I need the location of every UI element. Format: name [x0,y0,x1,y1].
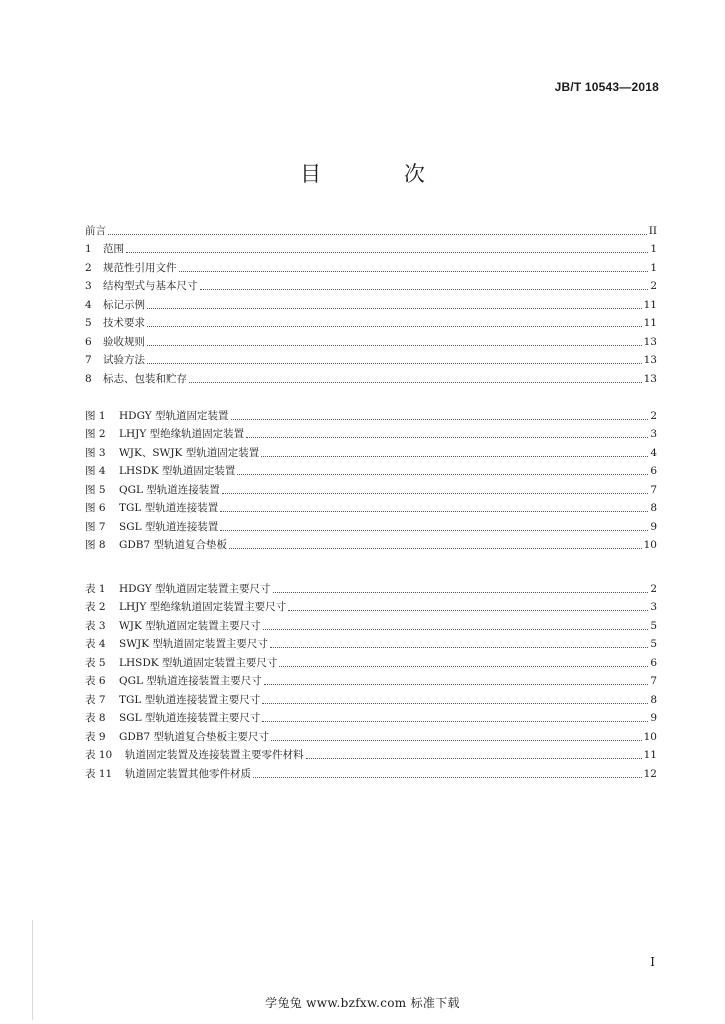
toc-entry-page: 11 [643,298,657,311]
toc-entry-page: 11 [643,317,657,329]
table-entry[interactable] [85,707,657,726]
toc-entry-number: 6 [85,335,92,348]
toc-entry[interactable] [85,312,657,331]
figure-entry[interactable] [85,478,657,497]
toc-leader-dots [189,382,642,383]
toc-entry-label: QGL 型轨道连接装置 [119,483,220,496]
toc-entry-label: 规范性引用文件 [103,261,177,274]
toc-entry-number: 3 [85,280,92,292]
toc-entry-page: 1 [650,243,657,255]
toc-entry-label: 结构型式与基本尺寸 [103,280,198,292]
toc-entry-page: 6 [650,465,657,477]
toc-entry-number: 表 5 [85,656,106,669]
toc-entry-label: TGL 型轨道连接装置 [119,502,219,514]
toc-entry-number: 图 2 [85,428,106,440]
table-entry[interactable] [85,633,657,652]
toc-leader-dots [231,419,649,420]
toc-entry-number: 表 6 [85,675,106,687]
toc-entry-number: 表 8 [85,712,106,724]
toc-entry-number: 表 1 [85,582,106,595]
figure-entry[interactable] [85,404,657,423]
toc-entry-label: LHJY 型绝缘轨道固定装置主要尺寸 [119,601,287,613]
toc-entry-page: 4 [650,446,657,459]
toc-entry-number: 4 [85,298,92,311]
table-entry[interactable] [85,614,657,633]
toc-entry-page: 9 [650,712,657,724]
toc-leader-dots [263,629,649,630]
figure-entry[interactable] [85,441,657,460]
toc-leader-dots [220,511,648,512]
toc-entry-number: 图 8 [85,539,106,551]
toc-entry-label: 标志、包装和贮存 [103,372,187,385]
toc-leader-dots [222,493,649,494]
toc-entry-page: 5 [650,619,657,632]
toc-entry-number: 表 4 [85,638,106,650]
toc-leader-dots [126,252,648,253]
toc-entry-number: 7 [85,354,92,366]
toc-entry-label: GDB7 型轨道复合垫板主要尺寸 [119,730,270,743]
toc-entry-page: 11 [643,749,657,761]
toc-leader-dots [271,740,642,741]
toc-entry[interactable] [85,330,657,349]
toc-entry[interactable] [85,275,657,294]
toc-entry-label: SWJK 型轨道固定装置主要尺寸 [119,638,268,650]
table-entry[interactable] [85,762,657,781]
toc-entry-page: 12 [643,767,657,780]
toc-entry-number: 图 3 [85,446,106,459]
toc-entry-page: 8 [650,502,657,514]
toc-leader-dots [246,437,648,438]
toc-entry-label: HDGY 型轨道固定装置 [119,409,229,422]
toc-entry-number: 1 [85,243,92,255]
toc-figure-list [85,404,657,552]
toc-leader-dots [279,666,648,667]
toc-entry-number: 5 [85,317,92,329]
toc-entry-page: 6 [650,656,657,669]
table-entry[interactable] [85,670,657,689]
toc-leader-dots [108,234,647,235]
toc-leader-dots [147,363,642,364]
toc-entry-page: 10 [643,730,657,743]
toc-leader-dots [264,684,649,685]
toc-entry-page: 13 [643,372,657,385]
toc-entry-page: 9 [650,520,657,533]
toc-entry-page: 13 [643,335,657,348]
toc-leader-dots [200,289,649,290]
toc-entry[interactable] [85,256,657,275]
toc-entry-label: HDGY 型轨道固定装置主要尺寸 [119,582,271,595]
toc-leader-dots [179,271,649,272]
table-entry[interactable] [85,577,657,596]
toc-entry[interactable] [85,238,657,257]
figure-entry[interactable] [85,497,657,516]
figure-entry[interactable] [85,515,657,534]
toc-entry-page: 2 [650,582,657,595]
toc-entry-page: 2 [650,280,657,292]
toc-entry-page: 5 [650,638,657,650]
toc-entry-page: 13 [643,354,657,366]
toc-leader-dots [261,456,648,457]
toc-entry[interactable] [85,367,657,386]
toc-entry-label: SGL 型轨道连接装置 [119,520,219,533]
toc-entry-page: 7 [650,483,657,496]
toc-leader-dots [273,592,649,593]
toc-leader-dots [253,777,642,778]
toc-entry-number: 表 2 [85,601,106,613]
toc-entry-label: 轨道固定装置及连接装置主要零件材料 [125,749,304,761]
toc-entry-number: 图 5 [85,483,106,496]
figure-entry[interactable] [85,423,657,442]
toc-entry-label: TGL 型轨道连接装置主要尺寸 [119,693,261,706]
toc-entry-page: 7 [650,675,657,687]
toc-entry-page: II [648,224,657,237]
toc-entry[interactable] [85,349,657,368]
toc-entry[interactable] [85,293,657,312]
toc-entry-page: 8 [650,693,657,706]
toc-entry-label: SGL 型轨道连接装置主要尺寸 [119,712,261,724]
toc-entry-label: 技术要求 [103,317,145,329]
toc-leader-dots [229,548,642,549]
toc-main-list [85,219,657,386]
toc-leader-dots [220,530,648,531]
toc-entry-label: 前言 [85,224,106,237]
toc-entry-label: QGL 型轨道连接装置主要尺寸 [119,675,262,687]
toc-leader-dots [147,308,642,309]
toc-entry-number: 2 [85,261,92,274]
toc-leader-dots [262,703,648,704]
toc-entry-number: 图 7 [85,520,106,533]
toc-entry-page: 3 [650,428,657,440]
toc-entry-page: 3 [650,601,657,613]
toc-entry-label: 试验方法 [103,354,145,366]
table-entry[interactable] [85,688,657,707]
page-title: 目 次 [300,162,463,186]
table-entry[interactable] [85,725,657,744]
toc-entry-page: 1 [650,261,657,274]
toc-leader-dots [147,345,642,346]
toc-entry-page: 10 [643,539,657,551]
figure-entry[interactable] [85,534,657,553]
toc-entry-label: LHSDK 型轨道固定装置 [119,465,236,477]
toc-entry-number: 图 6 [85,502,106,514]
toc-entry-number: 图 1 [85,409,106,422]
toc-entry-label: 标记示例 [103,298,145,311]
toc-entry-number: 表 10 [85,749,113,761]
toc-entry-label: 轨道固定装置其他零件材质 [125,767,251,780]
table-entry[interactable] [85,744,657,763]
toc-leader-dots [270,647,648,648]
footer-watermark-text: 学兔兔 www.bzfxw.com 标准下载 [265,996,460,1010]
toc-entry-page: 2 [650,409,657,422]
toc-leader-dots [306,758,642,759]
toc-entry-label: GDB7 型轨道复合垫板 [119,539,228,551]
toc-entry-label: 范围 [103,243,124,255]
toc-leader-dots [288,610,648,611]
toc-entry-label: WJK、SWJK 型轨道固定装置 [119,446,260,459]
toc-entry-label: LHSDK 型轨道固定装置主要尺寸 [119,656,278,669]
figure-entry[interactable] [85,460,657,479]
standard-code: JB/T 10543—2018 [554,80,659,94]
table-entry[interactable] [85,651,657,670]
page-number: I [650,955,655,969]
toc-entry-label: 验收规则 [103,335,145,348]
table-entry[interactable] [85,596,657,615]
toc-entry-label: WJK 型轨道固定装置主要尺寸 [119,619,261,632]
toc-entry-number: 表 11 [85,767,113,780]
toc-leader-dots [147,326,642,327]
toc-leader-dots [237,474,648,475]
toc-leader-dots [262,721,648,722]
toc-entry-label: LHJY 型绝缘轨道固定装置 [119,428,245,440]
toc-entry-number: 表 7 [85,693,106,706]
toc-entry-number: 图 4 [85,465,106,477]
toc-table-list [85,577,657,781]
toc-entry[interactable] [85,219,657,238]
toc-entry-number: 表 3 [85,619,106,632]
toc-entry-number: 表 9 [85,730,106,743]
toc-entry-number: 8 [85,372,92,385]
